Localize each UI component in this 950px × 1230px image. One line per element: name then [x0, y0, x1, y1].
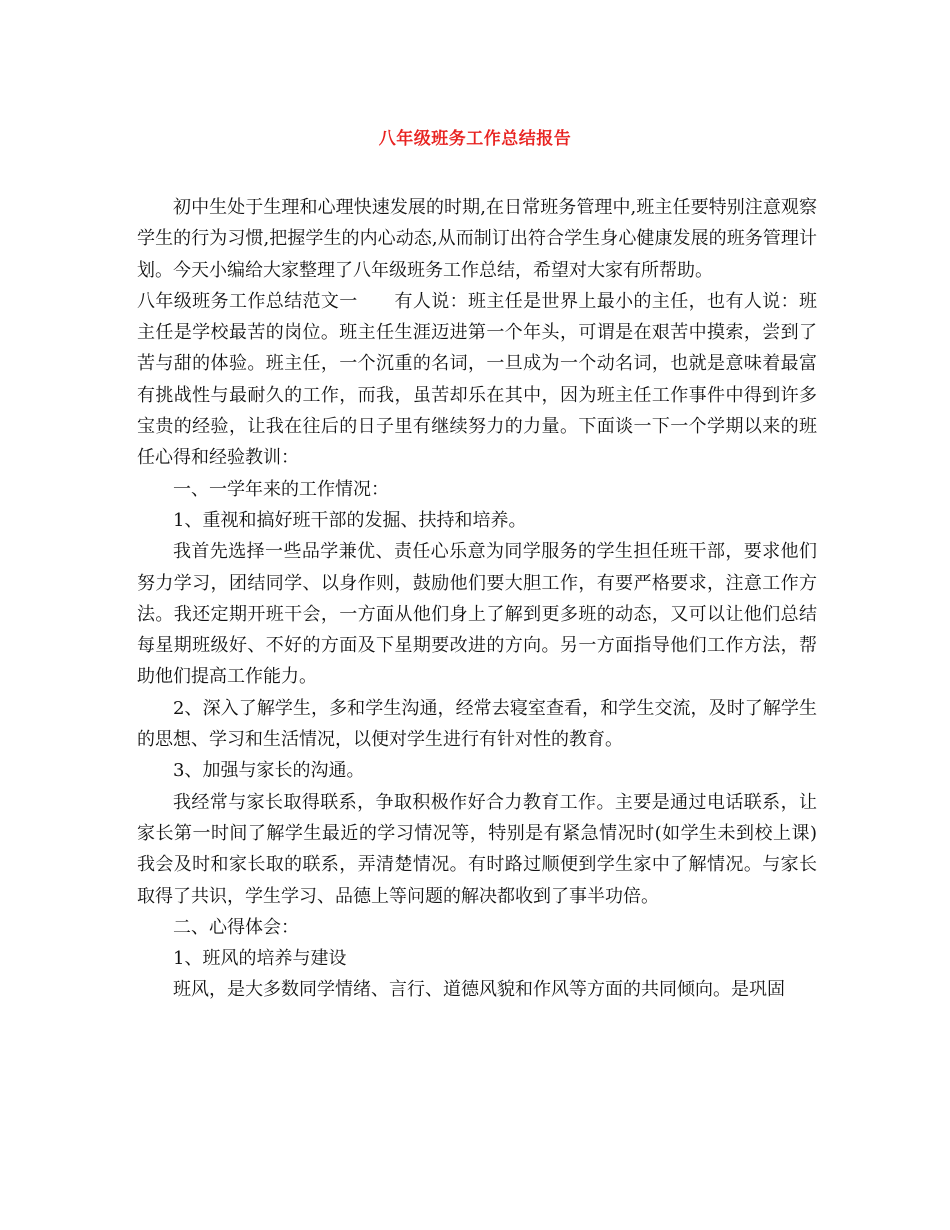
paragraph: 我首先选择一些品学兼优、责任心乐意为同学服务的学生担任班干部，要求他们努力学习，团结同学、以身作则，鼓励他们要大胆工作，有要严格要求，注意工作方法。我还定期开班干会，一方面从他们身上了解到更多班的动态，又可以让他们总结每星期班级好、不好的方面及下星期要改进的方向。另一方面指导他们工作方法，帮助他们提高工作能力。	[137, 541, 817, 688]
document-title: 八年级班务工作总结报告	[378, 129, 572, 149]
paragraph: 我经常与家长取得联系，争取积极作好合力教育工作。主要是通过电话联系，让家长第一时间了解学生最近的学习情况等，特别是有紧急情况时(如学生未到校上课)我会及时和家长取的联系，弄清楚情况。有时路过顺便到学生家中了解情况。与家长取得了共识，学生学习、品德上等问题的解决都收到了事半功倍。	[137, 791, 817, 907]
paragraph: 2、深入了解学生，多和学生沟通，经常去寝室查看，和学生交流，及时了解学生的思想、学习和生活情况，以便对学生进行有针对性的教育。	[137, 697, 817, 751]
subsection-heading: 1、重视和搞好班干部的发掘、扶持和培养。	[173, 509, 527, 531]
subsection-heading: 1、班风的培养与建设	[173, 948, 347, 970]
document-body	[137, 192, 817, 1006]
section-heading: 一、一学年来的工作情况：	[173, 478, 389, 500]
paragraph: 初中生处于生理和心理快速发展的时期,在日常班务管理中,班主任要特别注意观察学生的行为习惯,把握学生的内心动态,从而制订出符合学生身心健康发展的班务管理计划。今天小编给大家整理了八年级班务工作总结，希望对大家有所帮助。	[137, 197, 817, 281]
paragraph: 八年级班务工作总结范文一 有人说：班主任是世界上最小的主任，也有人说：班主任是学校最苦的岗位。班主任生涯迈进第一个年头，可谓是在艰苦中摸索，尝到了苦与甜的体验。班主任，一个沉重的名词，一旦成为一个动名词，也就是意味着最富有挑战性与最耐久的工作，而我，虽苦却乐在其中，因为班主任工作事件中得到许多宝贵的经验，让我在往后的日子里有继续努力的力量。下面谈一下一个学期以来的班任心得和经验教训：	[137, 290, 817, 469]
subsection-heading: 3、加强与家长的沟通。	[173, 760, 365, 782]
paragraph: 班风，是大多数同学情绪、言行、道德风貌和作风等方面的共同倾向。是巩固	[173, 979, 785, 1001]
section-heading: 二、心得体会：	[173, 916, 299, 938]
